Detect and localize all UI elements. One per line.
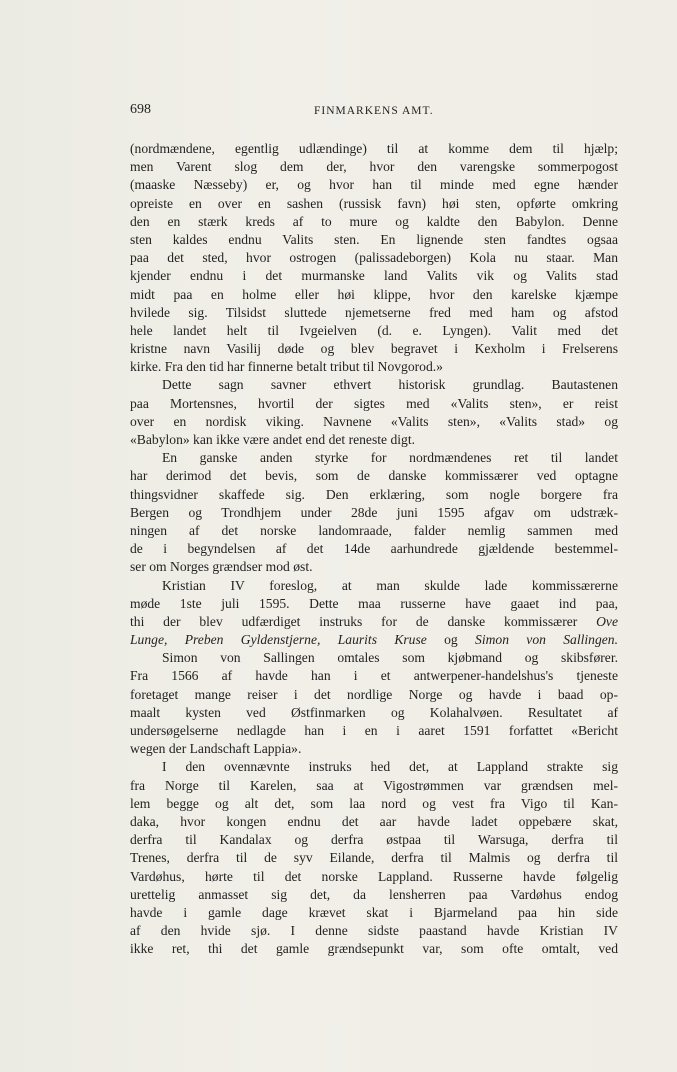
page-number: 698 [130, 102, 151, 117]
text-run: Trenes, derfra til de syv Eilande, derfra til Malmis og derfra til [130, 850, 618, 866]
text-line [130, 667, 618, 685]
text-line [130, 413, 618, 431]
italic-name: Simon von Sallingen. [475, 632, 618, 648]
italic-name: Ove [596, 613, 618, 629]
text-line [130, 540, 618, 558]
text-run: havde i gamle dage krævet skat i Bjarmeland paa hin side [130, 904, 618, 920]
text-run: undersøgelserne nedlagde han i en i aaret 1591 forfattet «Bericht [130, 723, 618, 738]
text-line [130, 140, 618, 158]
text-run: urettelig anmasset sig det, da lensherren paa Vardøhus endog [130, 886, 618, 902]
text-line [130, 849, 618, 867]
text-run: (maaske Næsseby) er, og hvor han til minde med egne hænder [130, 177, 618, 193]
text-line [130, 195, 618, 213]
text-line [130, 558, 618, 576]
text-line [130, 922, 618, 940]
text-line [130, 267, 618, 285]
page-header [130, 100, 618, 122]
text-line [130, 904, 618, 922]
text-run: sten kaldes endnu Valits sten. En lignende sten fandtes ogsaa [130, 231, 618, 247]
text-line [130, 722, 618, 740]
text-line [130, 649, 618, 667]
text-line [130, 886, 618, 904]
text-line [130, 777, 618, 795]
text-line [130, 322, 618, 340]
text-run: fra Norge til Karelen, saa at Vigostrømmen var grændsen mel- [130, 777, 618, 793]
text-run: En ganske anden styrke for nordmændenes ret til landet [162, 450, 618, 466]
text-line [130, 868, 618, 886]
text-line [130, 704, 618, 722]
text-run: (nordmændene, egentlig udlændinge) til at komme dem til hjælp; [130, 141, 618, 156]
text-run: daka, hvor kongen endnu det aar havde ladet oppebære skat, [130, 813, 618, 829]
text-line [130, 467, 618, 485]
text-run: I den ovennævnte instruks hed det, at Lappland strakte sig [162, 759, 618, 775]
text-run: ikke ret, thi det gamle grændsepunkt var, som ofte omtalt, ved [130, 941, 618, 957]
text-line [130, 395, 618, 413]
text-line [130, 795, 618, 813]
text-run: af den hvide sjø. I denne sidste paastand havde Kristian IV [130, 923, 618, 939]
text-line [130, 486, 618, 504]
text-run: men Varent slog dem der, hvor den varengske sommerpogost [130, 159, 618, 175]
text-line [130, 340, 618, 358]
text-run: lem begge og alt det, som laa nord og vest fra Vigo til Kan- [130, 795, 618, 811]
text-line [130, 522, 618, 540]
text-line [130, 758, 618, 776]
text-run: hele landet helt til Ivgeielven (d. e. Lyngen). Valit med det [130, 322, 618, 338]
text-line [130, 158, 618, 176]
text-run: kristne navn Vasilij døde og blev begravet i Kexholm i Frelserens [130, 341, 618, 357]
text-run: paa Mortensnes, hvortil der sigtes med «Valits sten», er reist [130, 395, 618, 411]
text-run: hvilede sig. Tilsidst sluttede njemetserne fred med ham og afstod [130, 304, 618, 320]
text-line [130, 577, 618, 595]
text-line [130, 504, 618, 522]
text-run: Dette sagn savner ethvert historisk grundlag. Bautastenen [162, 377, 618, 393]
text-line [130, 358, 618, 376]
text-run: Kristian IV foreslog, at man skulde lade kommissærerne [162, 577, 618, 593]
text-line [130, 595, 618, 613]
text-run: paa det sted, hvor ostrogen (palissadeborgen) Kola nu staar. Man [130, 250, 618, 266]
text-line [130, 249, 618, 267]
text-run: og [426, 632, 476, 648]
text-run: foretaget mange reiser i det nordlige Norge og havde i baad op- [130, 686, 618, 702]
text-run: Bergen og Trondhjem under 28de juni 1595 afgav om udstræk- [130, 504, 618, 520]
text-line [130, 431, 618, 449]
text-line [130, 813, 618, 831]
text-run: ser om Norges grændser mod øst. [130, 559, 313, 575]
text-run: wegen der Landschaft Lappia». [130, 741, 302, 757]
running-head: FINMARKENS AMT. [314, 105, 434, 117]
text-run: ningen af det norske landomraade, falder nemlig sammen med [130, 522, 618, 538]
text-run: Fra 1566 af havde han i et antwerpener-handelshus's tjeneste [130, 668, 618, 684]
text-line [130, 376, 618, 394]
text-run: de i begyndelsen af det 14de aarhundrede gjældende bestemmel- [130, 541, 618, 557]
text-run: Simon von Sallingen omtales som kjøbmand og skibsfører. [162, 650, 618, 666]
text-run: midt paa en holme eller høi klippe, hvor den karelske kjæmpe [130, 286, 618, 302]
text-line [130, 740, 618, 758]
text-line [130, 449, 618, 467]
text-line [130, 613, 618, 631]
text-line [130, 686, 618, 704]
text-run: «Babylon» kan ikke være andet end det reneste digt. [130, 432, 416, 447]
text-run: kjender endnu i det murmanske land Valits vik og Valits stad [130, 268, 618, 284]
text-line [130, 286, 618, 304]
text-line [130, 213, 618, 231]
text-run: opreiste en over en sashen (russisk favn) høi sten, opførte omkring [130, 195, 618, 211]
text-run: har derimod det bevis, som de danske kommissærer ved optagne [130, 468, 618, 484]
text-run: over en nordisk viking. Navnene «Valits sten», «Valits stad» og [130, 413, 618, 429]
text-line [130, 631, 618, 649]
text-run: thingsvidner skaffede sig. Den erklæring, som nogle borgere fra [130, 486, 618, 502]
text-run: kirke. Fra den tid har finnerne betalt tribut til Novgorod.» [130, 359, 443, 375]
text-line [130, 831, 618, 849]
text-run: Vardøhus, hørte til det norske Lappland. Russerne havde følgelig [130, 868, 618, 884]
italic-name: Lunge, Preben Gyldenstjerne, Laurits Kruse [130, 632, 427, 648]
text-line [130, 304, 618, 322]
text-line [130, 231, 618, 249]
text-run: møde 1ste juli 1595. Dette maa russerne have gaaet ind paa, [130, 595, 618, 611]
body-text [130, 140, 618, 958]
text-line [130, 940, 618, 958]
text-line [130, 176, 618, 194]
text-run: derfra til Kandalax og derfra østpaa til Warsuga, derfra til [130, 832, 618, 848]
text-run: maalt kysten ved Østfinmarken og Kolahalvøen. Resultatet af [130, 704, 618, 720]
text-run: den en stærk kreds af to mure og kaldte den Babylon. Denne [130, 213, 618, 229]
text-run: thi der blev udfærdiget instruks for de danske kommissærer [130, 613, 597, 629]
